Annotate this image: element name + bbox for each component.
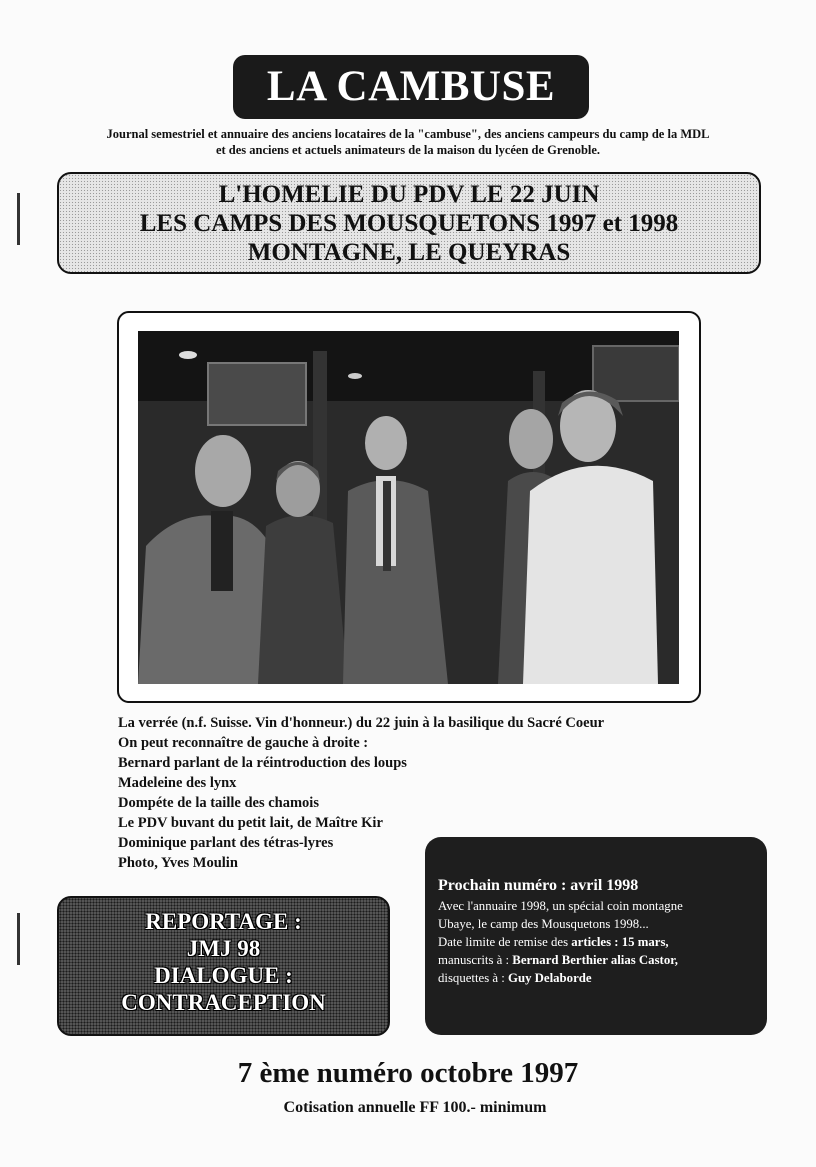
caption-line: Madeleine des lynx — [118, 775, 237, 791]
reportage-line-3: DIALOGUE : — [154, 963, 293, 988]
issue-number: 7 ème numéro octobre 1997 — [237, 1057, 579, 1089]
group-photo — [138, 331, 679, 684]
diskettes-label: disquettes à : — [438, 971, 509, 985]
deadline-label: Date limite de remise des — [438, 935, 572, 949]
headline-line-3: MONTAGNE, LE QUEYRAS — [247, 239, 571, 266]
caption-line: Le PDV buvant du petit lait, de Maître Kir — [118, 815, 383, 831]
caption-line: Photo, Yves Moulin — [118, 855, 238, 871]
next-issue-box — [425, 837, 767, 1035]
binding-mark-bottom — [17, 913, 20, 965]
headline-line-2: LES CAMPS DES MOUSQUETONS 1997 et 1998 — [139, 210, 679, 237]
binding-mark-top — [17, 193, 20, 245]
next-issue-line-5 — [438, 969, 767, 987]
headline-line-1: L'HOMELIE DU PDV LE 22 JUIN — [218, 181, 600, 208]
next-issue-line-1: Avec l'annuaire 1998, un spécial coin montagne — [438, 899, 683, 913]
reportage-line-4: CONTRACEPTION — [121, 990, 326, 1015]
next-issue-line-3 — [438, 933, 767, 951]
cotisation: Cotisation annuelle FF 100.- minimum — [283, 1099, 547, 1116]
caption-line: Dompéte de la taille des chamois — [118, 795, 319, 811]
group-photo-illustration — [138, 331, 679, 684]
diskettes-contact: Guy Delaborde — [508, 971, 592, 985]
subtitle-line-1: Journal semestriel et annuaire des anciens locataires de la "cambuse", des anciens campeurs du camp de la MDL — [106, 127, 710, 141]
deadline-value: articles : 15 mars, — [571, 935, 669, 949]
caption-line: Dominique parlant des tétras-lyres — [118, 835, 334, 851]
reportage-box — [57, 896, 390, 1036]
next-issue-line-2: Ubaye, le camp des Mousquetons 1998... — [438, 917, 649, 931]
caption-line: On peut reconnaître de gauche à droite : — [118, 735, 369, 751]
manuscripts-contact: Bernard Berthier alias Castor, — [512, 953, 678, 967]
next-issue-line-4 — [438, 951, 767, 969]
reportage-line-2: JMJ 98 — [186, 936, 261, 961]
reportage-line-1: REPORTAGE : — [145, 909, 302, 934]
masthead-title: LA CAMBUSE — [233, 55, 589, 119]
masthead-subtitle — [40, 126, 776, 158]
subtitle-line-2: et des anciens et actuels animateurs de la maison du lycéen de Grenoble. — [215, 143, 601, 157]
caption-line: La verrée (n.f. Suisse. Vin d'honneur.) du 22 juin à la basilique du Sacré Coeur — [118, 715, 605, 731]
next-issue-title: Prochain numéro : avril 1998 — [438, 877, 639, 894]
caption-line: Bernard parlant de la réintroduction des loups — [118, 755, 407, 771]
headline-box — [57, 172, 761, 274]
manuscripts-label: manuscrits à : — [438, 953, 513, 967]
